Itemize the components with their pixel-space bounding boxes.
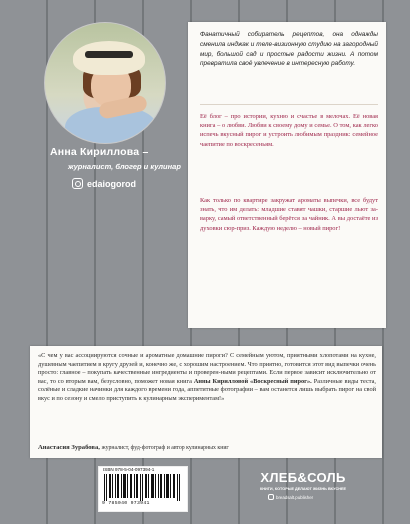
- panel-divider: [200, 104, 378, 105]
- description-paragraph: Как только по квартире закружат ароматы выпечки, все будут знать, что им делать: младшие ставят чашки, старшие льют за-варку, самый ответственный берётся за чайник. А вы достаёте из духовки сюр-приз. Каждую неделю – новый пирог!: [200, 197, 378, 232]
- publisher-instagram-handle: breadsalt.publisher: [276, 494, 314, 500]
- review-text-start: «С чем у вас ассоциируются сочные и ароматные домашние пироги? С семейным уютом, приятными хлопотами на кухне, душевным чаепитием в кругу друзей и, конечно же, с хорошим настроением. Что приятно, готовится этот вид выпечки очень просто: главное – покупать качественные ингредиенты и проверен-ными рецептами. Если первое зависит исключительно от вас, то со вторым вам, безусловно, поможет новая книга: [38, 352, 376, 385]
- publisher-tagline: КНИГИ, КОТОРЫЕ ДЕЛАЮТ ЖИЗНЬ ВКУСНЕЕ: [259, 487, 347, 491]
- reviewer-role: журналист, фуд-фотограф и автор кулинарных книг: [101, 445, 229, 451]
- review-text-end: Различные виды теста, солёные и сладкие начинки для каждого времени года, аппетитные фотографии – вам останется лишь выбрать пирог на свой вкус и по сезону и смело приступить к кулинарным экспериментам!»: [38, 377, 376, 402]
- author-role: журналист, блогер и кулинар: [68, 162, 181, 171]
- author-photo: [44, 22, 166, 144]
- reviewer-name: Анастасия Зурабова,: [38, 444, 100, 451]
- publisher-logo: ХЛЕБ&СОЛЬ: [260, 470, 346, 485]
- intro-text: Фанатичный собиратель рецептов, она однажды сменила инджак и теле-визионную студию на загородный мир, большой сад и простые радости жизни. А потом превратила своё увлечение в интересную работу.: [200, 31, 378, 68]
- author-instagram[interactable]: [72, 178, 136, 189]
- description-paragraph: Её блог – про истории, кухню и счастье в мелочах. Её новая книга – о любви. Любви к своему дому и семье. О том, как легко испечь вкусный пирог и устроить любимым праздник: семейное чаепитие по воскресеньям.: [200, 113, 378, 148]
- author-instagram-handle: edaiogorod: [87, 178, 136, 189]
- photo-hat-band: [85, 51, 133, 58]
- review-book-highlight: Анны Кирилловой «Воскресный пирог».: [193, 377, 312, 385]
- instagram-icon: [268, 494, 274, 500]
- publisher-instagram[interactable]: [268, 494, 313, 500]
- photo-hat: [73, 41, 145, 75]
- instagram-icon: [72, 178, 83, 189]
- barcode-bars: [104, 474, 180, 501]
- author-name: Анна Кириллова –: [50, 146, 149, 158]
- barcode-digits: 9 785040 973941: [102, 501, 150, 506]
- isbn-label: ISBN 978-5-04-097394-1: [103, 467, 155, 472]
- reviewer: [38, 444, 376, 451]
- review-text: [38, 352, 376, 404]
